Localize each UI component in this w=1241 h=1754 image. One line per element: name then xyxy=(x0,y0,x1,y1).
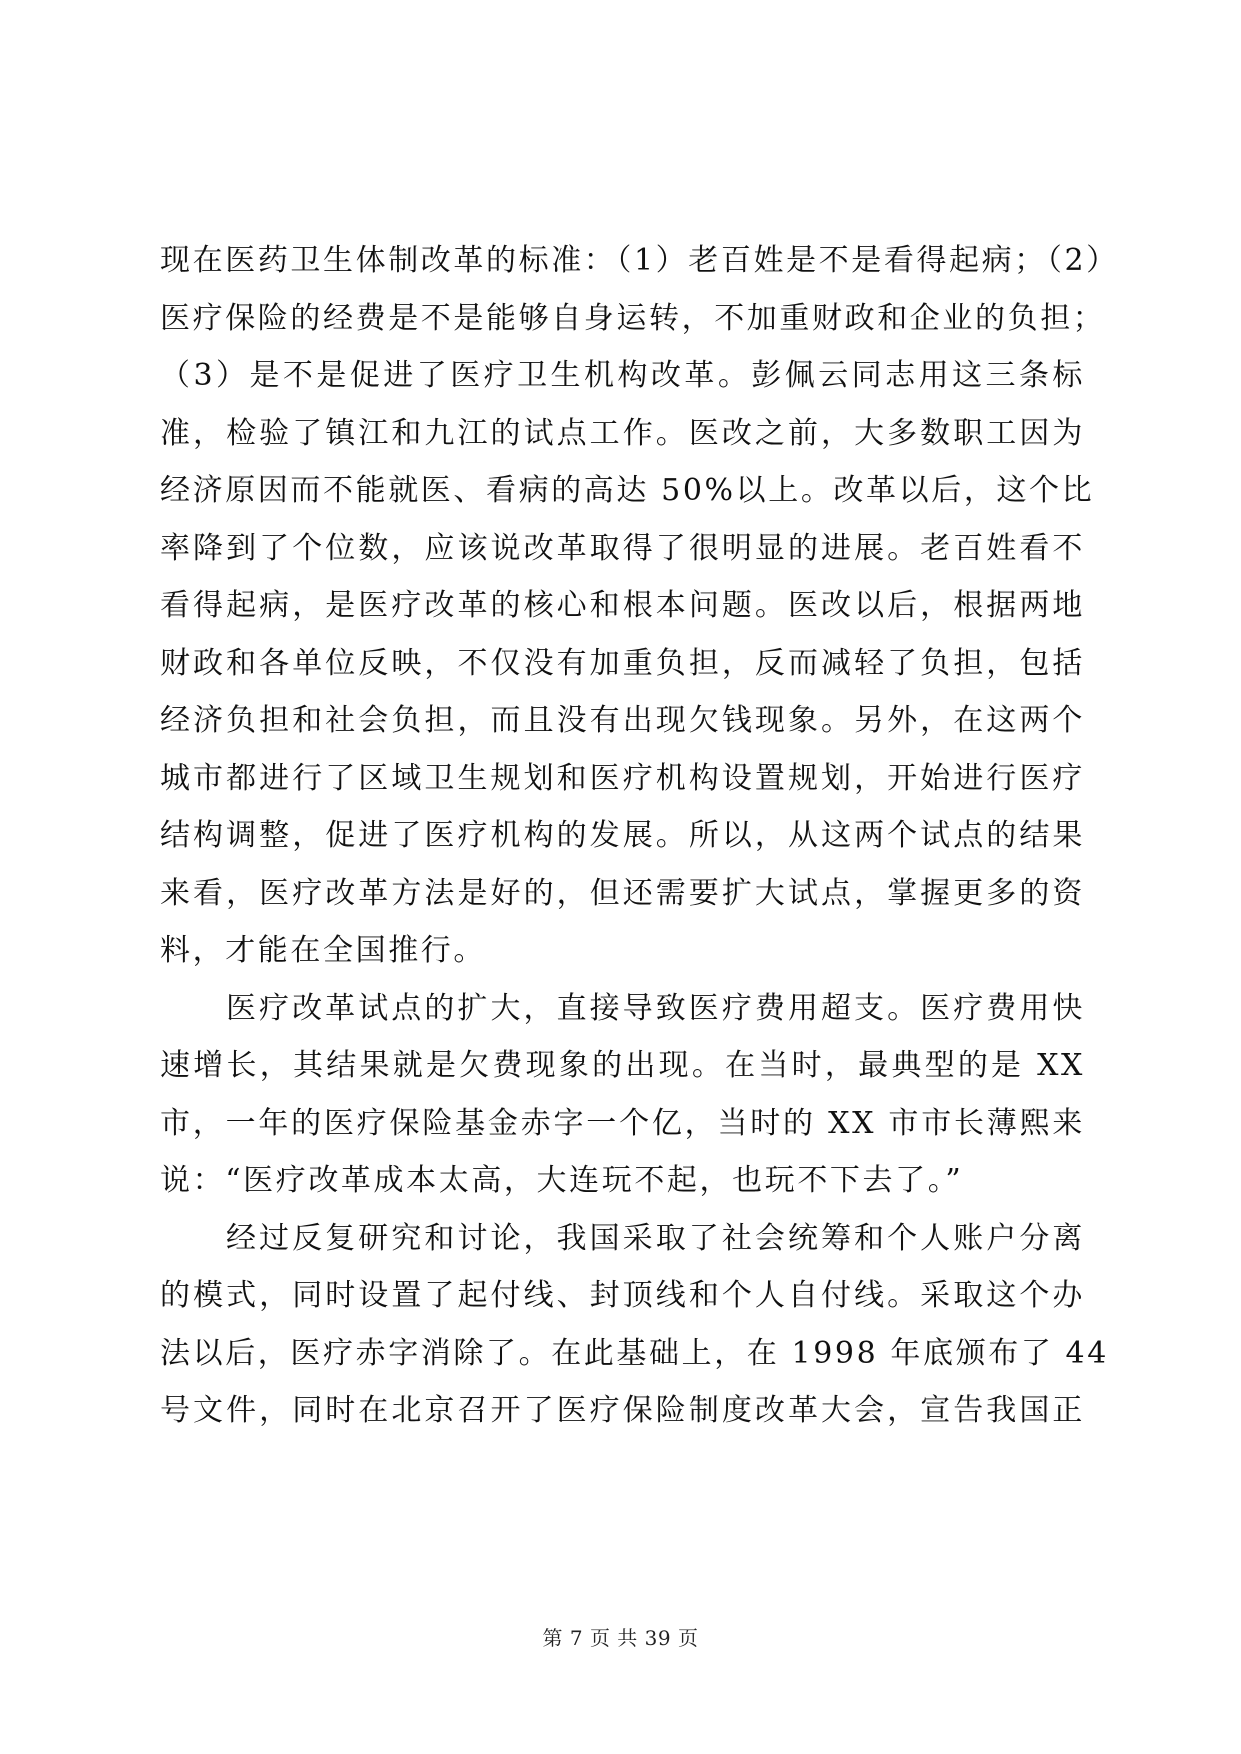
text-line: 市，一年的医疗保险基金赤字一个亿，当时的 XX 市市长薄熙来 xyxy=(160,1105,1085,1141)
paragraph-start-line: 经过反复研究和讨论，我国采取了社会统筹和个人账户分离 xyxy=(226,1220,1085,1256)
text-line: 来看，医疗改革方法是好的，但还需要扩大试点，掌握更多的资 xyxy=(160,875,1085,911)
paragraph-start-line: 医疗改革试点的扩大，直接导致医疗费用超支。医疗费用快 xyxy=(226,990,1085,1026)
text-line: 率降到了个位数，应该说改革取得了很明显的进展。老百姓看不 xyxy=(160,530,1085,566)
text-line: （3）是不是促进了医疗卫生机构改革。彭佩云同志用这三条标 xyxy=(160,358,1085,393)
text-line: 财政和各单位反映，不仅没有加重负担，反而减轻了负担，包括 xyxy=(160,645,1085,681)
text-line: 经济原因而不能就医、看病的高达 50%以上。改革以后，这个比 xyxy=(160,473,1095,508)
text-line: 准，检验了镇江和九江的试点工作。医改之前，大多数职工因为 xyxy=(160,415,1085,451)
text-line: 号文件，同时在北京召开了医疗保险制度改革大会，宣告我国正 xyxy=(160,1393,1085,1428)
text-line: 现在医药卫生体制改革的标准：（1）老百姓是不是看得起病；（2） xyxy=(160,243,1119,278)
text-line: 速增长，其结果就是欠费现象的出现。在当时，最典型的是 XX xyxy=(160,1048,1085,1083)
text-line: 城市都进行了区域卫生规划和医疗机构设置规划，开始进行医疗 xyxy=(160,760,1085,796)
text-line: 看得起病，是医疗改革的核心和根本问题。医改以后，根据两地 xyxy=(160,588,1085,623)
text-line: 结构调整，促进了医疗机构的发展。所以，从这两个试点的结果 xyxy=(160,818,1085,853)
paragraph-end-line: 说：“医疗改革成本太高，大连玩不起，也玩不下去了。” xyxy=(160,1163,964,1198)
paragraph-end-line: 料，才能在全国推行。 xyxy=(160,933,486,968)
text-line: 经济负担和社会负担，而且没有出现欠钱现象。另外，在这两个 xyxy=(160,703,1085,738)
text-line: 的模式，同时设置了起付线、封顶线和个人自付线。采取这个办 xyxy=(160,1278,1085,1313)
text-line: 法以后，医疗赤字消除了。在此基础上，在 1998 年底颁布了 44 xyxy=(160,1335,1109,1371)
text-line: 医疗保险的经费是不是能够自身运转，不加重财政和企业的负担； xyxy=(160,300,1106,336)
page-number-footer: 第 7 页 共 39 页 xyxy=(542,1626,699,1650)
document-body xyxy=(160,232,1119,1440)
